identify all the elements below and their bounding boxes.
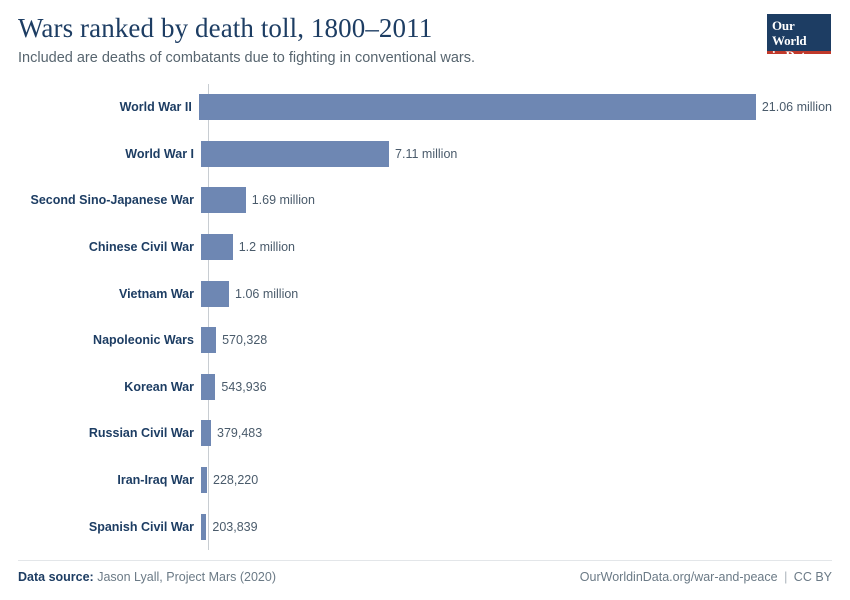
bar-row[interactable] bbox=[18, 503, 832, 550]
bar-row[interactable] bbox=[18, 457, 832, 504]
bar-rows bbox=[18, 84, 832, 550]
data-source bbox=[18, 570, 276, 584]
bar-category-label: World War II bbox=[119, 100, 192, 115]
bar-value-label: 379,483 bbox=[217, 426, 263, 441]
bar-track bbox=[199, 84, 832, 131]
bar-row[interactable] bbox=[18, 177, 832, 224]
bar-row[interactable] bbox=[18, 410, 832, 457]
bar-track bbox=[201, 503, 832, 550]
footer-separator: | bbox=[784, 570, 788, 584]
bar[interactable] bbox=[201, 234, 233, 260]
page-title: Wars ranked by death toll, 1800–2011 bbox=[18, 13, 433, 43]
logo-line-2: in Data bbox=[772, 48, 812, 63]
logo-line-1: Our World bbox=[772, 18, 807, 48]
bar-track bbox=[201, 270, 832, 317]
our-world-in-data-logo[interactable] bbox=[767, 14, 831, 63]
footer-links[interactable] bbox=[580, 570, 832, 584]
bar-value-label: 1.2 million bbox=[238, 240, 296, 255]
bar[interactable] bbox=[199, 94, 756, 120]
bar-value-label: 570,328 bbox=[222, 333, 268, 348]
bar-row[interactable] bbox=[18, 131, 832, 178]
bar-row[interactable] bbox=[18, 270, 832, 317]
bar-track bbox=[201, 224, 832, 271]
bar-row[interactable] bbox=[18, 84, 832, 131]
plot-area bbox=[18, 84, 832, 550]
chart-subtitle: Included are deaths of combatants due to fighting in conventional wars. bbox=[18, 50, 476, 66]
bar-category-label: Korean War bbox=[124, 379, 194, 394]
bar-row[interactable] bbox=[18, 224, 832, 271]
chart-footer bbox=[18, 560, 832, 584]
bar-category-label: World War I bbox=[125, 146, 194, 161]
data-source-value: Jason Lyall, Project Mars (2020) bbox=[97, 570, 276, 584]
bar-category-label: Vietnam War bbox=[118, 286, 194, 301]
bar-category-label: Iran-Iraq War bbox=[117, 473, 194, 488]
bar-track bbox=[201, 364, 832, 411]
bar-category-label: Chinese Civil War bbox=[88, 240, 194, 255]
bar[interactable] bbox=[201, 467, 207, 493]
bar[interactable] bbox=[201, 514, 206, 540]
bar-row[interactable] bbox=[18, 317, 832, 364]
bar-category-label: Second Sino-Japanese War bbox=[30, 193, 194, 208]
bar-track bbox=[201, 410, 832, 457]
bar-category-label: Napoleonic Wars bbox=[93, 333, 194, 348]
bar-track bbox=[201, 457, 832, 504]
bar-value-label: 7.11 million bbox=[395, 146, 458, 161]
bar[interactable] bbox=[201, 281, 229, 307]
bar-category-label: Russian Civil War bbox=[88, 426, 194, 441]
bar-value-label: 1.69 million bbox=[251, 193, 315, 208]
bar[interactable] bbox=[201, 187, 246, 213]
bar-category-label: Spanish Civil War bbox=[88, 519, 194, 534]
bar-value-label: 203,839 bbox=[212, 519, 258, 534]
bar-value-label: 543,936 bbox=[221, 379, 267, 394]
bar-row[interactable] bbox=[18, 364, 832, 411]
bar-value-label: 21.06 million bbox=[761, 100, 832, 115]
chart-header bbox=[18, 12, 832, 68]
bar-value-label: 228,220 bbox=[213, 473, 259, 488]
bar-track bbox=[201, 131, 832, 178]
bar[interactable] bbox=[201, 327, 216, 353]
license-link[interactable]: CC BY bbox=[793, 570, 832, 584]
bar-track bbox=[201, 177, 832, 224]
bar-track bbox=[201, 317, 832, 364]
site-url-link[interactable]: OurWorldinData.org/war-and-peace bbox=[579, 570, 778, 584]
bar[interactable] bbox=[201, 141, 389, 167]
bar-value-label: 1.06 million bbox=[235, 286, 299, 301]
bar[interactable] bbox=[201, 420, 211, 446]
data-source-label: Data source: bbox=[18, 570, 94, 584]
bar[interactable] bbox=[201, 374, 215, 400]
